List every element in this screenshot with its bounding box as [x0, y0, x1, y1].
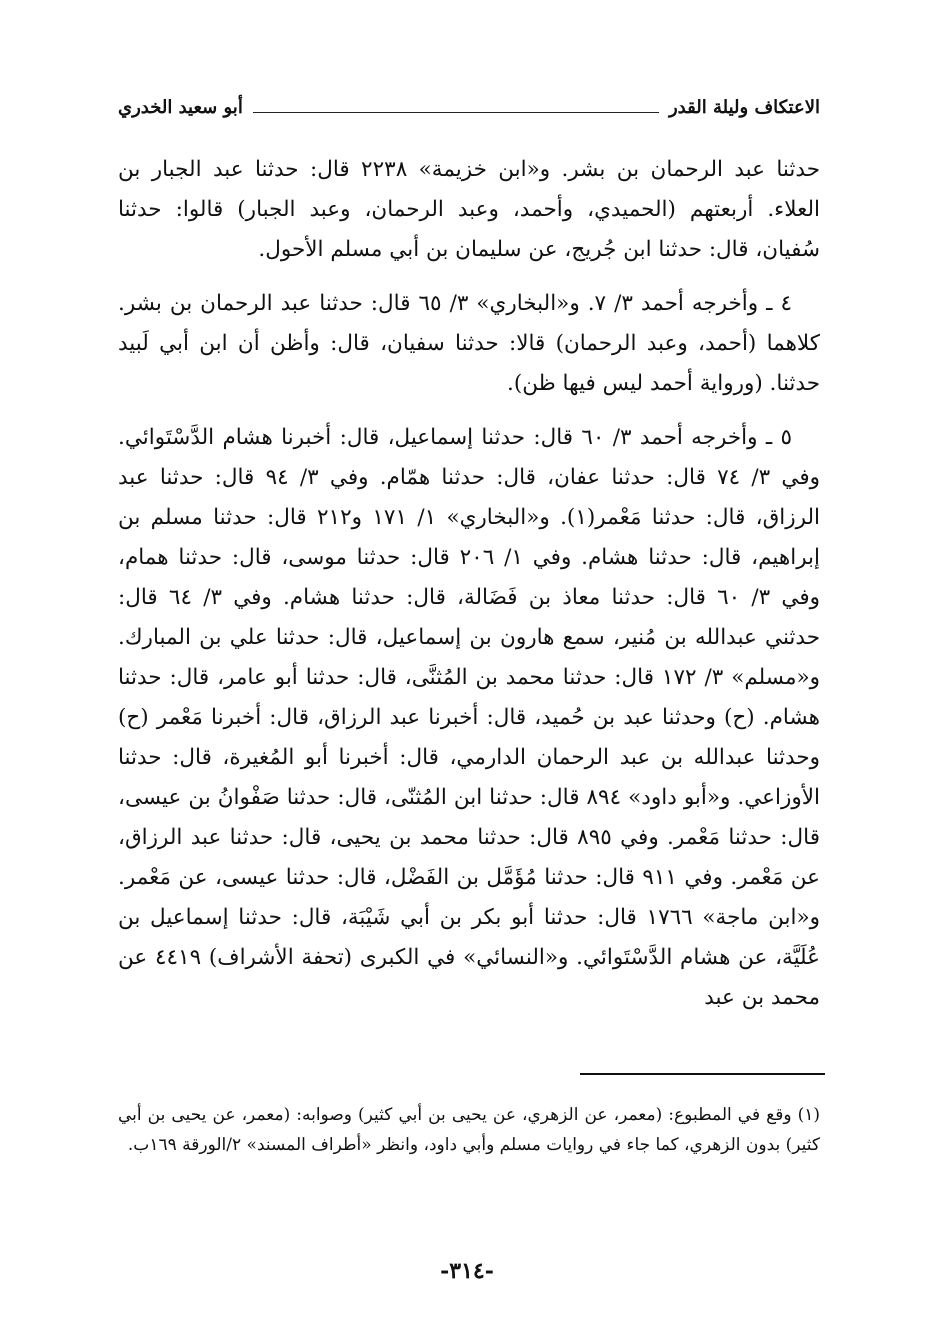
footnote-1: (١) وقع في المطبوع: (معمر، عن الزهري، عن يحيى بن أبي كثير) وصوابه: (معمر، عن يحيى بن أبي كثير) بدون الزهري، كما جاء في روايات مسلم وأبي داود، وانظر «أطراف المسند» ٢/الورقة ١٦٩ب.	[118, 1105, 820, 1155]
footnote-separator	[580, 1073, 825, 1075]
paragraph-4: ٤ ـ وأخرجه أحمد ٣/ ٧. و«البخاري» ٣/ ٦٥ قال: حدثنا عبد الرحمان بن بشر. كلاهما (أحمد، وعبد الرحمان) قالا: حدثنا سفيان، قال: وأظن أن ابن أبي لَبيد حدثنا. (ورواية أحمد ليس فيها ظن).	[118, 291, 820, 396]
header-author: أبو سعيد الخدري	[118, 96, 243, 118]
main-text	[118, 150, 820, 1032]
paragraph-5: ٥ ـ وأخرجه أحمد ٣/ ٦٠ قال: حدثنا إسماعيل، قال: أخبرنا هشام الدَّسْتَوائي. وفي ٣/ ٧٤ قال: حدثنا عفان، قال: حدثنا همّام. وفي ٣/ ٩٤ قال: حدثنا عبد الرزاق، قال: حدثنا مَعْمر(١). و«البخاري» ١/ ١٧١ و٢١٢ قال: حدثنا مسلم بن إبراهيم، قال: حدثنا هشام. وفي ١/ ٢٠٦ قال: حدثنا موسى، قال: حدثنا همام، وفي ٣/ ٦٠ قال: حدثنا معاذ بن فَضَالة، قال: حدثنا هشام. وفي ٣/ ٦٤ قال: حدثني عبدالله بن مُنير، سمع هارون بن إسماعيل، قال: حدثنا علي بن المبارك. و«مسلم» ٣/ ١٧٢ قال: حدثنا محمد بن المُثنَّى، قال: حدثنا أبو عامر، قال: حدثنا هشام. (ح) وحدثنا عبد بن حُميد، قال: أخبرنا عبد الرزاق، قال: أخبرنا مَعْمر (ح) وحدثنا عبدالله بن عبد الرحمان الدارمي، قال: أخبرنا أبو المُغيرة، قال: حدثنا الأوزاعي. و«أبو داود» ٨٩٤ قال: حدثنا ابن المُثنّى، قال: حدثنا صَفْوانُ بن عيسى، قال: حدثنا مَعْمر. وفي ٨٩٥ قال: حدثنا محمد بن يحيى، قال: حدثنا عبد الرزاق، عن مَعْمر. وفي ٩١١ قال: حدثنا مُؤَمَّل بن الفَضْل، قال: حدثنا عيسى، عن مَعْمر. و«ابن ماجة» ١٧٦٦ قال: حدثنا أبو بكر بن أبي شَيْبَة، قال: حدثنا إسماعيل بن عُلَيَّة، عن هشام الدَّسْتَوائي. و«النسائي» في الكبرى (تحفة الأشراف) ٤٤١٩ عن محمد بن عبد	[118, 425, 821, 1010]
chapter-title: الاعتكاف وليلة القدر	[668, 96, 820, 118]
header-rule	[253, 112, 659, 113]
running-header	[118, 92, 820, 122]
page-number: -٣١٤-	[440, 1258, 494, 1284]
paragraph-continuation: حدثنا عبد الرحمان بن بشر. و«ابن خزيمة» ٢٢٣٨ قال: حدثنا عبد الجبار بن العلاء. أربعتهم (الحميدي، وأحمد، وعبد الرحمان، وعبد الجبار) قالوا: حدثنا سُفيان، قال: حدثنا ابن جُريج، عن سليمان بن أبي مسلم الأحول.	[118, 157, 820, 262]
